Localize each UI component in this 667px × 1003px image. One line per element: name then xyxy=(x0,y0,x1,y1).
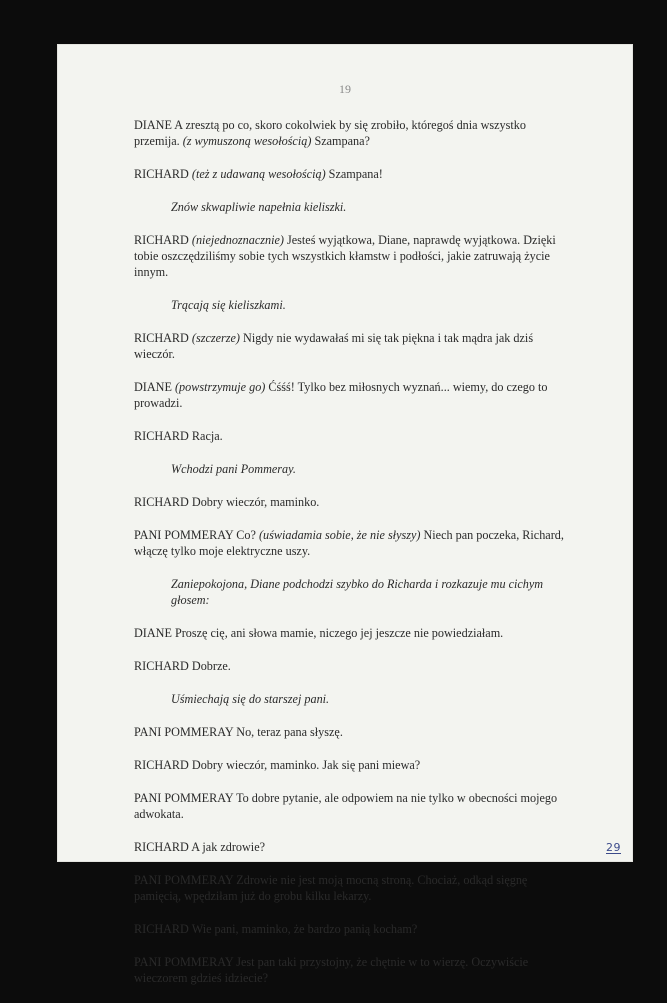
speaker-name: RICHARD xyxy=(134,758,189,772)
line-text: Co? xyxy=(236,528,256,542)
line-text: Proszę cię, ani słowa mamie, niczego jej jeszcze nie powiedziałam. xyxy=(174,626,504,640)
stage-direction-line: Znów skwapliwie napełnia kieliszki. xyxy=(171,200,347,214)
dialogue-line xyxy=(134,954,571,986)
dialogue-line xyxy=(134,724,571,740)
dialogue-line xyxy=(134,527,571,559)
stage-direction-line: Trącają się kieliszkami. xyxy=(171,298,286,312)
stage-direction-line: Zaniepokojona, Diane podchodzi szybko do Richarda i rozkazuje mu cichym głosem: xyxy=(171,577,544,607)
line-text: No, teraz pana słyszę. xyxy=(236,725,343,739)
speaker-name: DIANE xyxy=(134,118,172,132)
speaker-name: PANI POMMERAY xyxy=(134,725,234,739)
dialogue-line xyxy=(134,839,571,855)
line-text: To dobre pytanie, ale odpowiem na nie tylko w obecności mojego adwokata. xyxy=(134,791,558,821)
dialogue-line xyxy=(134,625,571,641)
speaker-name: RICHARD xyxy=(134,167,189,181)
stage-direction: (powstrzymuje go) xyxy=(174,380,266,394)
line-text: A zresztą po co, skoro cokolwiek by się zrobiło, któregoś dnia wszystko przemija. xyxy=(134,118,526,148)
stage-direction-line: Uśmiechają się do starszej pani. xyxy=(171,692,330,706)
stage-direction: (niejednoznacznie) xyxy=(191,233,284,247)
script-text xyxy=(134,117,571,1003)
dialogue-line xyxy=(134,379,571,411)
line-text: Dobry wieczór, maminko. xyxy=(191,495,320,509)
line-text: Wie pani, maminko, że bardzo panią kocham? xyxy=(191,922,418,936)
line-text: A jak zdrowie? xyxy=(191,840,266,854)
stage-direction: (uświadamia sobie, że nie słyszy) xyxy=(258,528,421,542)
speaker-name: DIANE xyxy=(134,626,172,640)
line-text: Szampana? xyxy=(314,134,370,148)
speaker-name: RICHARD xyxy=(134,840,189,854)
speaker-name: RICHARD xyxy=(134,429,189,443)
dialogue-line xyxy=(134,330,571,362)
dialogue-line xyxy=(134,166,571,182)
page-number: 19 xyxy=(339,82,351,96)
line-text: Ćśśś! Tylko bez miłosnych wyznań... wiemy, do czego to prowadzi. xyxy=(134,380,548,410)
speaker-name: PANI POMMERAY xyxy=(134,873,234,887)
dialogue-line xyxy=(134,117,571,149)
dialogue-line xyxy=(134,872,571,904)
stage-direction: (szczerze) xyxy=(191,331,240,345)
line-text: Jest pan taki przystojny, że chętnie w to wierzę. Oczywiście wieczorem gdzieś idziecie? xyxy=(134,955,529,985)
speaker-name: PANI POMMERAY xyxy=(134,955,234,969)
line-text: Dobry wieczór, maminko. Jak się pani miewa? xyxy=(191,758,421,772)
speaker-name: RICHARD xyxy=(134,495,189,509)
speaker-name: RICHARD xyxy=(134,659,189,673)
speaker-name: PANI POMMERAY xyxy=(134,791,234,805)
speaker-name: RICHARD xyxy=(134,922,189,936)
dialogue-line xyxy=(134,658,571,674)
speaker-name: PANI POMMERAY xyxy=(134,528,234,542)
dialogue-line xyxy=(134,790,571,822)
line-text: Racja. xyxy=(191,429,223,443)
line-text: Nigdy nie wydawałaś mi się tak piękna i tak mądra jak dziś wieczór. xyxy=(134,331,534,361)
line-text: Jesteś wyjątkowa, Diane, naprawdę wyjątkowa. Dzięki tobie oszczędziliśmy sobie tych wszystkich kłamstw i podłości, jakie zatruwają życie innym. xyxy=(134,233,556,279)
handwritten-page-note: 29 xyxy=(606,841,621,854)
speaker-name: RICHARD xyxy=(134,233,189,247)
stage-direction: (też z udawaną wesołością) xyxy=(191,167,326,181)
dialogue-line xyxy=(134,428,571,444)
line-text: Dobrze. xyxy=(191,659,231,673)
dialogue-line xyxy=(134,921,571,937)
stage-direction-line: Wchodzi pani Pommeray. xyxy=(171,462,296,476)
speaker-name: RICHARD xyxy=(134,331,189,345)
line-text: Szampana! xyxy=(328,167,383,181)
line-text: Niech pan poczeka, Richard, włączę tylko moje elektryczne uszy. xyxy=(134,528,564,558)
speaker-name: DIANE xyxy=(134,380,172,394)
document-page xyxy=(57,44,633,985)
dialogue-line xyxy=(134,757,571,773)
dialogue-line xyxy=(134,232,571,280)
dialogue-line xyxy=(134,494,571,510)
stage-direction: (z wymuszoną wesołością) xyxy=(182,134,312,148)
line-text: Zdrowie nie jest moją mocną stroną. Chociaż, odkąd sięgnę pamięcią, wpędziłam już do grobu kilku lekarzy. xyxy=(134,873,528,903)
